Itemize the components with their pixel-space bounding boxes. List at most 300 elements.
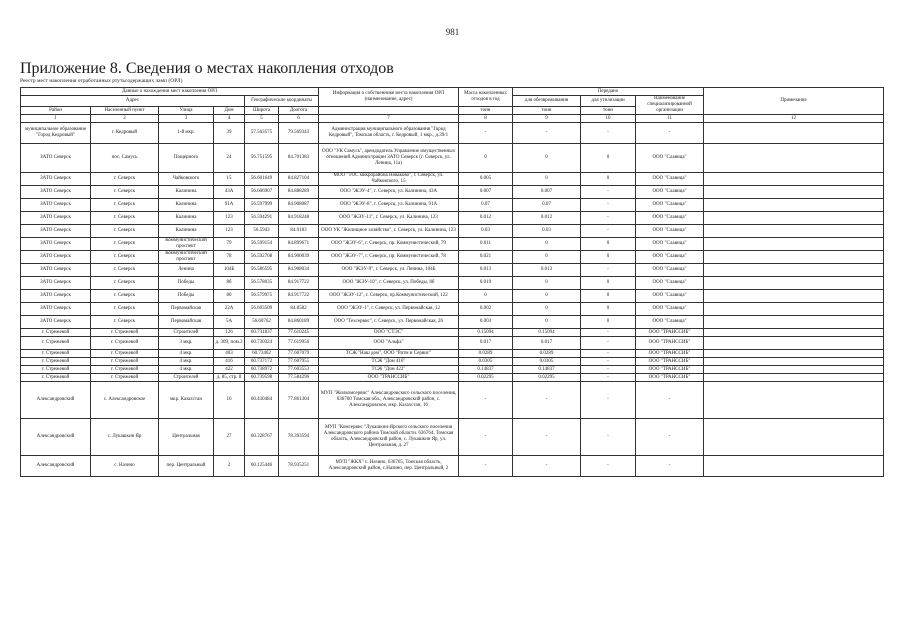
cell-mass: 0.002 [459,303,513,316]
cell-neutralized: 0.14837 [513,366,581,374]
cell-disposed: - [581,366,636,374]
cell-house: 5А [214,316,245,329]
cell-organization: ООО "ТРАНССИБ" [636,366,704,374]
cell-disposed: 0 [581,251,636,264]
cell-house: 8б [214,277,245,290]
header-note: Примечание [704,88,884,115]
table-row [21,186,884,199]
cell-longitude: 84.888289 [279,186,319,199]
cell-note [704,264,884,277]
cell-longitude: 78.393594 [279,419,319,456]
cell-house: 15 [214,173,245,186]
cell-district: ЗАТО Северск [21,264,91,277]
cell-street: 4 мкр. [159,366,214,374]
cell-organization: ООО "ТРАНССИБ" [636,374,704,382]
cell-house: 403 [214,350,245,358]
column-number: 9 [513,115,581,123]
cell-neutralized: 0.02295 [513,374,581,382]
cell-district: ЗАТО Северск [21,277,91,290]
column-number: 6 [279,115,319,123]
column-number: 10 [581,115,636,123]
cell-latitude: 60.738972 [245,366,279,374]
cell-disposed: 0 [581,277,636,290]
cell-latitude: 60.739598 [245,374,279,382]
cell-organization: - [636,456,704,477]
cell-disposed: - [581,186,636,199]
cell-street: 3 мкр. [159,337,214,350]
cell-organization: ООО "ТРАНССИБ" [636,358,704,366]
cell-latitude: 56.603509 [245,303,279,316]
cell-latitude: 56.597999 [245,199,279,212]
cell-note [704,186,884,199]
cell-disposed: - [581,212,636,225]
cell-settlement: г. Северск [91,316,159,329]
cell-latitude: 56.592708 [245,251,279,264]
cell-street: Коммунистический проспект [159,251,214,264]
cell-mass: - [459,419,513,456]
cell-street: Центральная [159,419,214,456]
header-longitude: Долгота [279,107,319,115]
table-row [21,350,884,358]
cell-longitude: 84.9183 [279,225,319,238]
header-org-name: Наименование специализированной организации [636,96,704,115]
cell-settlement: г. Стрежевой [91,350,159,358]
cell-longitude: 84.908087 [279,199,319,212]
table-row [21,173,884,186]
cell-neutralized: 0 [513,251,581,264]
cell-owner: Администрация муниципального образования "Город Кедровый", Томская область, г. Кедровый, 1 мкр., д.39/1 [319,123,459,144]
cell-disposed: - [581,123,636,144]
cell-district: Александровский [21,419,91,456]
cell-neutralized: - [513,456,581,477]
cell-mass: 0.011 [459,238,513,251]
cell-disposed: - [581,329,636,337]
cell-street: Ленина [159,264,214,277]
cell-street: Пощерного [159,144,214,173]
cell-district: ЗАТО Северск [21,290,91,303]
cell-neutralized: 0.15094 [513,329,581,337]
cell-mass: 0 [459,144,513,173]
header-owner-blank [319,107,459,115]
table-row [21,212,884,225]
cell-owner: ООО "ЖЭУ-7", г. Северск, пр. Коммунистический, 78 [319,251,459,264]
cell-street: Строителей [159,329,214,337]
cell-neutralized: 0.0305 [513,358,581,366]
cell-disposed: - [581,350,636,358]
cell-district: ЗАТО Северск [21,212,91,225]
cell-note [704,173,884,186]
cell-house: 43А [214,186,245,199]
table-row [21,382,884,419]
table-row [21,144,884,173]
cell-house: д. 85, стр. 8 [214,374,245,382]
table-row [21,199,884,212]
cell-note [704,329,884,337]
cell-latitude: 60.328767 [245,419,279,456]
cell-neutralized: 0.017 [513,337,581,350]
cell-organization: - [636,419,704,456]
cell-organization: ООО "Славица" [636,225,704,238]
column-number: 1 [21,115,91,123]
cell-longitude: 84.860189 [279,316,319,329]
column-number: 3 [159,115,214,123]
cell-mass: 0.07 [459,199,513,212]
cell-disposed: 0 [581,316,636,329]
cell-neutralized: 0 [513,316,581,329]
cell-district: г. Стрежевой [21,366,91,374]
header-latitude: Широта [245,107,279,115]
cell-neutralized: 0 [513,303,581,316]
cell-note [704,144,884,173]
header-unit-neutralization: тонн [513,107,581,115]
cell-organization: ООО "Славица" [636,316,704,329]
cell-note [704,456,884,477]
cell-note [704,374,884,382]
cell-neutralized: - [513,382,581,419]
cell-longitude: 84.917722 [279,290,319,303]
cell-street: Коммунистический проспект [159,238,214,251]
cell-owner: ТСЖ "Дом 422" [319,366,459,374]
cell-latitude: 56.60762 [245,316,279,329]
cell-note [704,251,884,264]
header-house: Дом [214,107,245,115]
cell-disposed: 0 [581,238,636,251]
column-number: 12 [704,115,884,123]
cell-district: ЗАТО Северск [21,225,91,238]
cell-house: 27 [214,419,245,456]
cell-longitude: 84.701383 [279,144,319,173]
header-neutralization: для обезвреживания [513,96,581,107]
cell-disposed: 0 [581,173,636,186]
cell-organization: - [636,382,704,419]
cell-settlement: г. Северск [91,212,159,225]
column-number: 11 [636,115,704,123]
cell-neutralized: 0.07 [513,199,581,212]
cell-disposed: - [581,358,636,366]
cell-settlement: г. Северск [91,225,159,238]
cell-latitude: 57.563575 [245,123,279,144]
cell-district: ЗАТО Северск [21,186,91,199]
cell-longitude: 84.8582 [279,303,319,316]
cell-settlement: г. Северск [91,303,159,316]
cell-district: г. Стрежевой [21,337,91,350]
cell-organization: ООО "Славица" [636,173,704,186]
cell-street: 4 мкр. [159,350,214,358]
cell-longitude: 77.861304 [279,382,319,419]
cell-note [704,382,884,419]
cell-note [704,358,884,366]
cell-house: 79 [214,238,245,251]
cell-neutralized: 0 [513,290,581,303]
cell-mass: 0.013 [459,264,513,277]
cell-district: ЗАТО Северск [21,238,91,251]
cell-note [704,238,884,251]
cell-organization: ООО "Славица" [636,290,704,303]
column-number: 5 [245,115,279,123]
cell-mass: 0.017 [459,337,513,350]
document-title: Приложение 8. Сведения о местах накопления отходов [20,60,394,77]
cell-owner: МУП "Жилкомсервис" Александровского сельского поселения, 636760 Томская обл., Александровский район, с. Александровское, мкр. Казахстан, 16 [319,382,459,419]
cell-longitude: 79.569343 [279,123,319,144]
cell-note [704,277,884,290]
cell-owner: ООО "СТЭС" [319,329,459,337]
cell-house: д. 309, пом.3 [214,337,245,350]
cell-mass: - [459,456,513,477]
cell-mass: 0.14837 [459,366,513,374]
cell-district: ЗАТО Северск [21,251,91,264]
cell-settlement: с. Лукашкин Яр [91,419,159,456]
cell-mass: 0.005 [459,173,513,186]
cell-note [704,316,884,329]
cell-latitude: 56.578035 [245,277,279,290]
cell-owner: МУП "ЖКХ" с. Назино, 636765, Томская область, Александровский район, с.Назино, пер. Центральный, 2 [319,456,459,477]
table-header [21,88,884,123]
cell-owner: ООО "ТРАНССИБ" [319,374,459,382]
waste-registry-table-wrapper [20,87,883,477]
cell-owner: ООО УК "Жилищное хозяйство", г. Северск, ул. Калинина, 123 [319,225,459,238]
cell-longitude: 84.908034 [279,264,319,277]
cell-latitude: 60.730324 [245,337,279,350]
table-row [21,366,884,374]
cell-settlement: г. Северск [91,199,159,212]
cell-mass: 0.0305 [459,358,513,366]
column-number: 8 [459,115,513,123]
cell-neutralized: - [513,123,581,144]
cell-street: Калинина [159,212,214,225]
cell-longitude: 84.899671 [279,238,319,251]
cell-disposed: - [581,382,636,419]
cell-mass: 0.003 [459,316,513,329]
cell-neutralized: 0.0289 [513,350,581,358]
cell-district: Александровский [21,456,91,477]
cell-organization: ООО "Славица" [636,303,704,316]
cell-longitude: 77.610245 [279,329,319,337]
cell-neutralized: 0 [513,173,581,186]
cell-neutralized: 0.013 [513,264,581,277]
cell-house: 91А [214,199,245,212]
header-district: Район [21,107,91,115]
cell-settlement: г. Северск [91,186,159,199]
cell-organization: ООО "Славица" [636,212,704,225]
cell-organization: ООО "Славица" [636,251,704,264]
cell-mass: 0.019 [459,277,513,290]
cell-street: Первомайская [159,316,214,329]
cell-house: 78 [214,251,245,264]
cell-disposed: 0 [581,290,636,303]
cell-house: 416 [214,358,245,366]
table-row [21,225,884,238]
cell-longitude: 77.607955 [279,358,319,366]
cell-house: 22А [214,303,245,316]
cell-owner: ООО "ЖЭУ-8", г. Северск, ул. Калинина, 91А [319,199,459,212]
cell-district: ЗАТО Северск [21,144,91,173]
cell-settlement: г. Северск [91,238,159,251]
cell-neutralized: 0 [513,238,581,251]
cell-district: Александровский [21,382,91,419]
header-unit-disposal: тонн [581,107,636,115]
cell-house: 2 [214,456,245,477]
cell-latitude: 56.601649 [245,173,279,186]
cell-latitude: 56.586595 [245,264,279,277]
cell-settlement: г. Северск [91,173,159,186]
header-unit-mass: тонн [459,107,513,115]
cell-organization: ООО "Славица" [636,277,704,290]
cell-note [704,350,884,358]
cell-district: г. Стрежевой [21,350,91,358]
cell-owner: ООО "ЖЭУ-4", г. Северск, ул. Калинина, 43А [319,186,459,199]
cell-street: Калинина [159,186,214,199]
table-row [21,238,884,251]
cell-latitude: 56.751595 [245,144,279,173]
table-row [21,123,884,144]
cell-latitude: 56.599154 [245,238,279,251]
cell-owner: ООО "Альфа" [319,337,459,350]
header-location-group: Данные о нахождении мест накопления ОРЛ [21,88,319,96]
cell-longitude: 84.918248 [279,212,319,225]
cell-disposed: - [581,419,636,456]
cell-longitude: 84.917722 [279,277,319,290]
cell-district: г. Стрежевой [21,329,91,337]
cell-street: пер. Центральный [159,456,214,477]
document-subtitle: Реестр мест накопления отработанных ртутьсодержащих ламп (ОРЛ) [20,78,183,84]
cell-street: Калинина [159,199,214,212]
cell-latitude: 60.73462 [245,350,279,358]
cell-street: Первомайская [159,303,214,316]
cell-latitude: 60.737172 [245,358,279,366]
cell-settlement: г. Северск [91,277,159,290]
cell-disposed: - [581,199,636,212]
cell-neutralized: 0.03 [513,225,581,238]
cell-longitude: 84.827104 [279,173,319,186]
cell-house: 104Б [214,264,245,277]
cell-district: ЗАТО Северск [21,173,91,186]
cell-settlement: г. Северск [91,290,159,303]
cell-settlement: г. Стрежевой [91,358,159,366]
cell-neutralized: 0.012 [513,212,581,225]
cell-disposed: - [581,456,636,477]
cell-street: Чайковского [159,173,214,186]
header-owner-info: Информация о собственнике места накопления ОРЛ (наименование, адрес) [319,88,459,107]
cell-note [704,419,884,456]
cell-house: 126 [214,329,245,337]
cell-organization: - [636,123,704,144]
cell-mass: - [459,382,513,419]
cell-house: 24 [214,144,245,173]
cell-longitude: 77.603553 [279,366,319,374]
cell-latitude: 56.606907 [245,186,279,199]
cell-disposed: - [581,225,636,238]
cell-settlement: пос. Самусь [91,144,159,173]
cell-longitude: 77.607079 [279,350,319,358]
cell-settlement: г. Стрежевой [91,337,159,350]
column-number: 7 [319,115,459,123]
cell-latitude: 56.594291 [245,212,279,225]
cell-owner: ТСЖ "Наш дом", ООО "Ритм и Сервис" [319,350,459,358]
cell-disposed: 0 [581,144,636,173]
cell-street: 4 мкр. [159,358,214,366]
cell-owner: ООО "ЖЭУ-12", г. Северск, пр.Коммунистический, 122 [319,290,459,303]
table-row [21,456,884,477]
table-row [21,329,884,337]
cell-disposed: - [581,337,636,350]
cell-latitude: 56.5943 [245,225,279,238]
cell-mass: 0.007 [459,186,513,199]
cell-settlement: г. Северск [91,264,159,277]
cell-street: Победы [159,277,214,290]
cell-settlement: г. Стрежевой [91,374,159,382]
column-number: 4 [214,115,245,123]
table-row [21,419,884,456]
cell-organization: ООО "Славица" [636,144,704,173]
cell-longitude: 77.619956 [279,337,319,350]
cell-note [704,123,884,144]
cell-owner: МУП "Комсервис "Лукашкин-Ярского сельского поселения Александровского района Томской области. 636764, Томская область, Александровский район, с. Лукашкин Яр, ул. Центральная, д. 27 [319,419,459,456]
cell-organization: ООО "ТРАНССИБ" [636,337,704,350]
cell-latitude: 56.579975 [245,290,279,303]
cell-mass: - [459,123,513,144]
table-body [21,123,884,477]
table-row [21,290,884,303]
cell-mass: 0.021 [459,251,513,264]
cell-note [704,225,884,238]
table-row [21,277,884,290]
cell-neutralized: 0 [513,277,581,290]
cell-note [704,337,884,350]
header-mass: Масса накопленных отходов в год [459,88,513,107]
cell-street: 1-й мкр. [159,123,214,144]
cell-neutralized: - [513,419,581,456]
cell-disposed: 0 [581,303,636,316]
cell-latitude: 60.731837 [245,329,279,337]
cell-house: 80 [214,290,245,303]
cell-settlement: с. Александровское [91,382,159,419]
page-number: 981 [445,27,460,37]
cell-organization: ООО "ТРАНССИБ" [636,350,704,358]
cell-district: г. Стрежевой [21,374,91,382]
cell-street: Строителей [159,374,214,382]
cell-neutralized: 0 [513,144,581,173]
cell-organization: ООО "Славица" [636,199,704,212]
cell-owner: ООО "ЖЭУ-9", г. Северск, ул. Ленина, 104Б [319,264,459,277]
cell-settlement: г. Стрежевой [91,329,159,337]
cell-organization: ООО "Славица" [636,238,704,251]
header-disposal: для утилизации [581,96,636,107]
cell-mass: 0 [459,290,513,303]
table-row [21,316,884,329]
cell-settlement: г. Стрежевой [91,366,159,374]
cell-owner: ООО "Техсервис", г. Северск, ул. Первомайская, 26 [319,316,459,329]
cell-mass: 0.03 [459,225,513,238]
table-row [21,358,884,366]
header-geo-coords: Географические координаты [245,96,319,107]
cell-district: ЗАТО Северск [21,199,91,212]
cell-settlement: г. Северск [91,251,159,264]
cell-organization: ООО "Славица" [636,264,704,277]
cell-note [704,212,884,225]
cell-note [704,199,884,212]
cell-house: 16 [214,382,245,419]
cell-settlement: с. Назино [91,456,159,477]
cell-note [704,366,884,374]
cell-note [704,303,884,316]
cell-longitude: 84.900039 [279,251,319,264]
cell-house: 123 [214,212,245,225]
cell-owner: ООО "ЖЭУ-11", г. Северск, ул. Калинина, 123 [319,212,459,225]
waste-registry-table [20,87,884,477]
column-number-row [21,115,884,123]
cell-longitude: 78.935251 [279,456,319,477]
cell-mass: 0.012 [459,212,513,225]
